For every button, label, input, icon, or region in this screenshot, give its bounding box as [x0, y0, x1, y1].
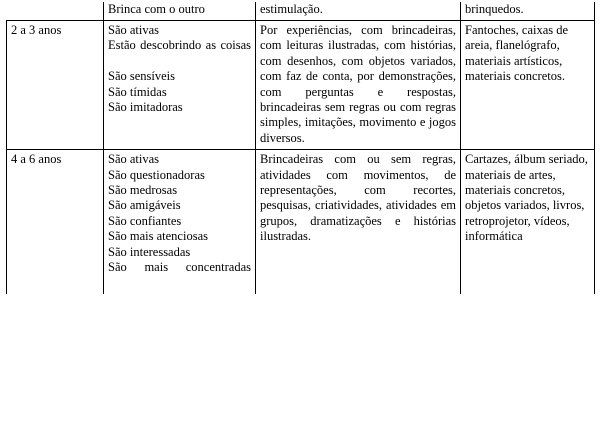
list-item: São sensíveis — [108, 69, 176, 84]
list-item: Estão descobrindo as coisas — [108, 38, 251, 53]
cell-materials: Fantoches, caixas de areia, flanelógrafo, materiais artísticos, materiais concretos. — [461, 21, 595, 150]
cell-activities-partial: estimulação. — [256, 2, 461, 21]
document-page — [0, 2, 602, 434]
list-item: São questionadoras — [108, 167, 205, 182]
cell-characteristics — [104, 21, 256, 150]
list-item: São tímidas — [108, 84, 167, 99]
cell-activities: Por experiências, com brincadeiras, com leituras ilustradas, com histórias, com desenhos, com objetos variados, com faz de conta, por demonstrações, com perguntas e respostas, brincadeiras sem regras ou com regras simples, imitações, movimento e jogos diversos. — [256, 21, 461, 150]
cell-age-range: 4 a 6 anos — [7, 150, 104, 294]
cell-materials-partial: brinquedos. — [461, 2, 595, 21]
cell-age-range: 2 a 3 anos — [7, 21, 104, 150]
cell-characteristics-partial: Brinca com o outro — [104, 2, 256, 21]
list-item: São mais atenciosas — [108, 229, 208, 244]
cell-age-partial — [7, 2, 104, 21]
table-row — [7, 21, 595, 150]
table-row-partial-top — [7, 2, 595, 21]
table-row — [7, 150, 595, 294]
list-item: São amigáveis — [108, 198, 181, 213]
characteristics-table — [6, 2, 595, 294]
cell-materials: Cartazes, álbum seriado, materiais de artes, materiais concretos, objetos variados, livros, retroprojetor, vídeos, informática — [461, 150, 595, 294]
list-item: São confiantes — [108, 213, 182, 228]
list-item: São imitadoras — [108, 100, 183, 115]
list-item: São ativas — [108, 152, 160, 167]
list-item: São interessadas — [108, 244, 191, 259]
list-item: São mais concentradas — [108, 260, 251, 275]
cell-activities: Brincadeiras com ou sem regras, atividades com movimentos, de representações, com recortes, pesquisas, criatividades, atividades em grupos, dramatizações e histórias ilustradas. — [256, 150, 461, 294]
cell-characteristics — [104, 150, 256, 294]
list-item: São ativas — [108, 23, 160, 37]
list-item: São medrosas — [108, 183, 178, 198]
